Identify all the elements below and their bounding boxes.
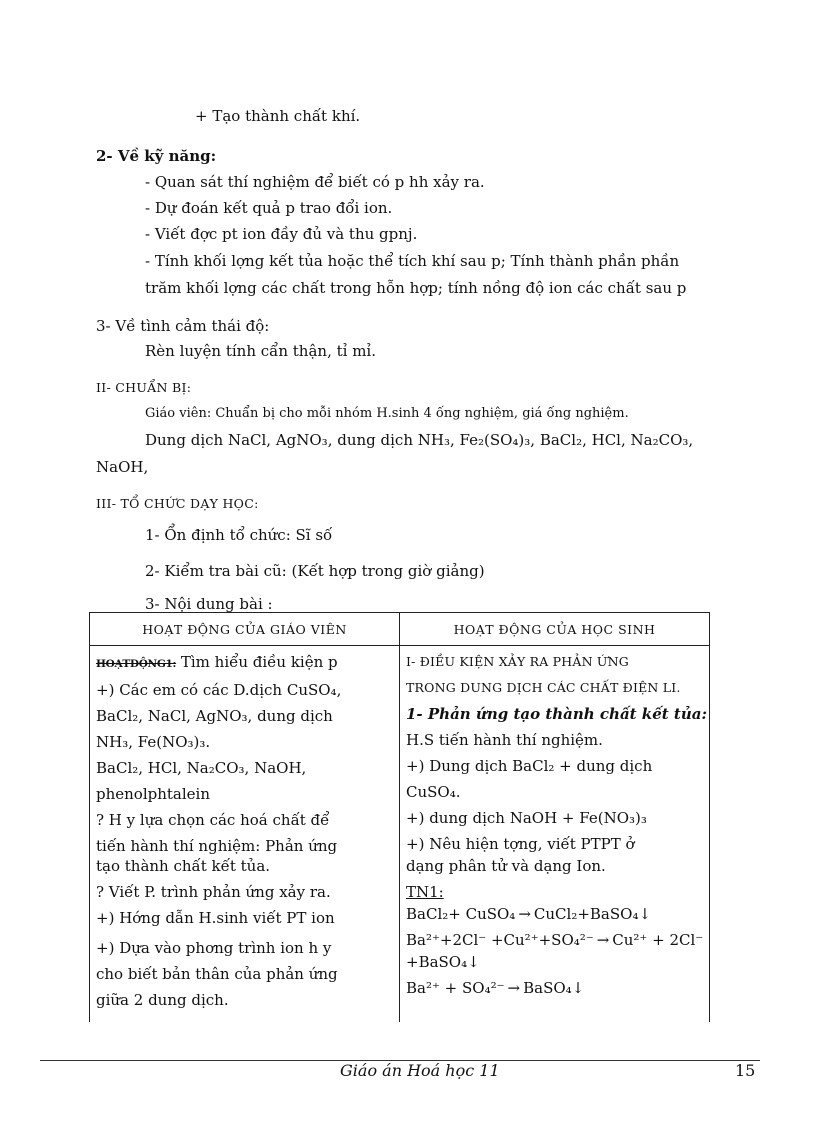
equation-row [406,978,705,998]
organize-step2: 2- Kiểm tra bài cũ: (Kết hợp trong giờ giảng) [145,562,485,580]
equation-right: BaSO₄ [523,979,572,997]
prep-teacher: Giáo viên: Chuẩn bị cho mỗi nhóm H.sinh 4 ống nghiệm, giá ống nghiệm. [145,406,629,421]
organize-step1: 1- Ổn định tổ chức: Sĩ số [145,526,333,544]
teacher-row: +) Dựa vào phơng trình ion h y [96,939,332,957]
teacher-row: phenolphtalein [96,785,210,803]
organize-step3: 3- Nội dung bài : [145,595,273,613]
equation-left: Ba²⁺+2Cl⁻ +Cu²⁺+SO₄²⁻ [406,931,594,949]
student-row: H.S tiến hành thí nghiệm. [406,731,603,749]
student-row: +) Nêu hiện tợng, viết PTPT ở [406,835,635,853]
attitude-heading: 3- Về tình cảm thái độ: [96,317,270,335]
tn1-label: TN1: [406,883,444,901]
arrow-icon: → [507,979,521,997]
teacher-row: tạo thành chất kết tủa. [96,857,271,875]
activity-table [89,612,710,1022]
arrow-icon: → [596,931,610,949]
teacher-row: ? H y lựa chọn các hoá chất để [96,811,330,829]
equation-row [406,904,705,924]
student-activity-cell [400,646,710,1023]
student-row: I- ĐIỀU KIỆN XẢY RA PHẢN ỨNG [406,654,629,669]
student-row: TRONG DUNG DỊCH CÁC CHẤT ĐIỆN LI. [406,680,681,695]
teacher-column-header: HOẠT ĐỘNG CỦA GIÁO VIÊN [90,613,400,646]
precipitate-arrow-icon: ↓ [467,953,480,971]
attitude-text: Rèn luyện tính cẩn thận, tỉ mỉ. [145,342,376,360]
teacher-activity-cell [90,646,400,1023]
precipitate-arrow-icon: ↓ [638,905,652,923]
teacher-row: +) Hớng dẫn H.sinh viết PT ion [96,909,335,927]
prep-solutions: Dung dịch NaCl, AgNO₃, dung dịch NH₃, Fe₂(SO₄)₃, BaCl₂, HCl, Na₂CO₃, [145,431,694,449]
student-column-header: HOẠT ĐỘNG CỦA HỌC SINH [400,613,710,646]
arrow-icon: → [518,905,531,923]
skill-item: trăm khối lợng các chất trong hỗn hợp; tính nồng độ ion các chất sau p [145,279,687,297]
equation-right: Cu²⁺ + 2Cl⁻ [612,931,704,949]
equation-row [406,952,705,972]
skill-item: - Dự đoán kết quả p trao đổi ion. [145,199,393,217]
page-number: 15 [735,1061,756,1080]
activity-title: Tìm hiểu điều kiện p [176,653,338,671]
prep-heading: II- CHUẨN BỊ: [96,380,192,395]
skill-item: - Viết đợc pt ion đầy đủ và thu gpnj. [145,225,418,243]
teacher-row [96,652,395,674]
equation-left: Ba²⁺ + SO₄²⁻ [406,979,505,997]
teacher-row: tiến hành thí nghiệm: Phản ứng [96,837,338,855]
skill-item: - Quan sát thí nghiệm để biết có p hh xảy ra. [145,173,485,191]
prep-solutions-cont: NaOH, [96,458,149,476]
organize-heading: III- TỔ CHỨC DẠY HỌC: [96,496,259,511]
student-row: 1- Phản ứng tạo thành chất kết tủa: [406,705,707,723]
activity-label: HOẠTĐỘNG1: [96,658,177,670]
precipitate-arrow-icon: ↓ [571,979,585,997]
teacher-row: ? Viết P. trình phản ứng xảy ra. [96,883,331,901]
teacher-row: giữa 2 dung dịch. [96,991,229,1009]
gas-formation-line: + Tạo thành chất khí. [195,107,361,125]
skill-item: - Tính khối lợng kết tủa hoặc thể tích khí sau p; Tính thành phần phần [145,252,680,270]
teacher-row: +) Các em có các D.dịch CuSO₄, [96,681,342,699]
teacher-row: BaCl₂, HCl, Na₂CO₃, NaOH, [96,759,307,777]
equation-left: BaCl₂+ CuSO₄ [406,905,516,923]
teacher-row: BaCl₂, NaCl, AgNO₃, dung dịch [96,707,333,725]
student-row: +) dung dịch NaOH + Fe(NO₃)₃ [406,809,647,827]
student-row: CuSO₄. [406,783,461,801]
teacher-row: NH₃, Fe(NO₃)₃. [96,733,211,751]
equation-continuation: +BaSO₄ [406,953,468,971]
student-row: dạng phân tử và dạng Ion. [406,857,606,875]
student-row: +) Dung dịch BaCl₂ + dung dịch [406,757,653,775]
skills-heading: 2- Về kỹ năng: [96,147,217,165]
equation-right: CuCl₂+BaSO₄ [533,905,639,923]
teacher-row: cho biết bản thân của phản ứng [96,965,338,983]
footer-title: Giáo án Hoá học 11 [340,1061,500,1080]
equation-row [406,930,705,950]
